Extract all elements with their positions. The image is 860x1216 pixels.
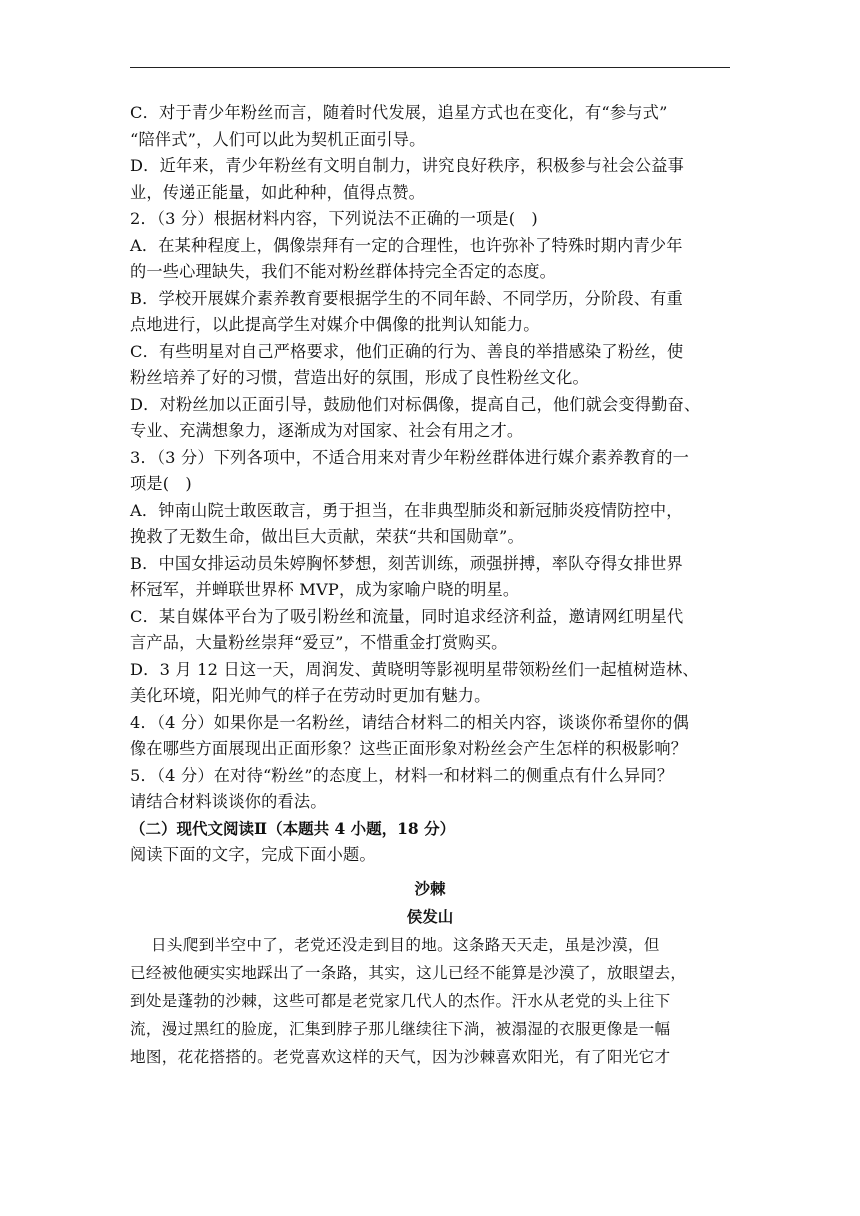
question-block bbox=[130, 100, 730, 816]
story-line: 日头爬到半空中了，老党还没走到目的地。这条路天天走，虽是沙漠，但 bbox=[130, 935, 660, 954]
text-line: 4．（4 分）如果你是一名粉丝，请结合材料二的相关内容，谈谈你希望你的偶 bbox=[130, 712, 690, 732]
text-line: 点地进行，以此提高学生对媒介中偶像的批判认知能力。 bbox=[130, 315, 540, 334]
text-line: 美化环境，阳光帅气的样子在劳动时更加有魅力。 bbox=[130, 686, 491, 705]
text-line: B．中国女排运动员朱婷胸怀梦想，刻苦训练，顽强拼搏，率队夺得女排世界 bbox=[130, 553, 683, 573]
text-line: A．在某种程度上，偶像崇拜有一定的合理性，也许弥补了特殊时期内青少年 bbox=[130, 235, 683, 255]
story-author: 侯发山 bbox=[406, 906, 454, 926]
text-line: B．学校开展媒介素养教育要根据学生的不同年龄、不同学历，分阶段、有重 bbox=[130, 288, 683, 308]
text-line: “陪伴式”，人们可以此为契机正面引导。 bbox=[130, 129, 426, 149]
text-line: 专业、充满想象力，逐渐成为对国家、社会有用之才。 bbox=[130, 421, 524, 440]
text-line: D．近年来，青少年粉丝有文明自制力，讲究良好秩序，积极参与社会公益事 bbox=[130, 156, 684, 175]
text-line: 3．（3 分）下列各项中，不适合用来对青少年粉丝群体进行媒介素养教育的一 bbox=[130, 447, 690, 467]
text-line: C．有些明星对自己严格要求，他们正确的行为、善良的举措感染了粉丝，使 bbox=[130, 341, 684, 361]
text-line: C．对于青少年粉丝而言，随着时代发展，追星方式也在变化，有“参与式” bbox=[130, 103, 668, 122]
story-line: 流，漫过黑红的脸庞，汇集到脖子那儿继续往下淌，被溻湿的衣服更像是一幅 bbox=[130, 1020, 671, 1039]
story-title: 沙棘 bbox=[414, 878, 446, 898]
text-line: 粉丝培养了好的习惯，营造出好的氛围，形成了良性粉丝文化。 bbox=[130, 368, 589, 387]
text-line: 2．（3 分）根据材料内容，下列说法不正确的一项是( ) bbox=[130, 209, 538, 228]
text-line: 像在哪些方面展现出正面形象？这些正面形象对粉丝会产生怎样的积极影响？ bbox=[130, 739, 688, 758]
story-line: 已经被他硬实实地踩出了一条路，其实，这儿已经不能算是沙漠了，放眼望去， bbox=[130, 963, 687, 982]
text-line: 请结合材料谈谈你的看法。 bbox=[130, 792, 327, 811]
text-line: C．某自媒体平台为了吸引粉丝和流量，同时追求经济利益，邀请网红明星代 bbox=[130, 606, 684, 626]
text-line: D．3 月 12 日这一天，周润发、黄晓明等影视明星带领粉丝们一起植树造林、 bbox=[130, 659, 699, 679]
text-line: 挽救了无数生命，做出巨大贡献，荣获“共和国勋章”。 bbox=[130, 527, 524, 546]
document-page bbox=[130, 100, 730, 1072]
text-line: 言产品，大量粉丝崇拜“爱豆”，不惜重金打赏购买。 bbox=[130, 633, 508, 652]
text-line: A．钟南山院士敢医敢言，勇于担当，在非典型肺炎和新冠肺炎疫情防控中， bbox=[130, 500, 683, 520]
text-line: 杯冠军，并蝉联世界杯 MVP，成为家喻户晓的明星。 bbox=[130, 580, 520, 599]
story-line: 到处是蓬勃的沙棘，这些可都是老党家几代人的杰作。汗水从老党的头上往下 bbox=[130, 991, 671, 1010]
text-line: D．对粉丝加以正面引导，鼓励他们对标偶像，提高自己，他们就会变得勤奋、 bbox=[130, 394, 701, 414]
text-line: 的一些心理缺失，我们不能对粉丝群体持完全否定的态度。 bbox=[130, 262, 557, 281]
text-line: 业，传递正能量，如此种种，值得点赞。 bbox=[130, 182, 425, 202]
header-rule bbox=[130, 67, 730, 68]
section-heading: （二）现代文阅读Ⅱ（本题共 4 小题，18 分） bbox=[130, 818, 456, 838]
story-body bbox=[130, 931, 730, 1072]
reading-instruction: 阅读下面的文字，完成下面小题。 bbox=[130, 845, 376, 864]
text-line: 项是( ) bbox=[130, 474, 192, 493]
text-line: 5．（4 分）在对待“粉丝”的态度上，材料一和材料二的侧重点有什么异同？ bbox=[130, 765, 674, 785]
story-line: 地图，花花搭搭的。老党喜欢这样的天气，因为沙棘喜欢阳光，有了阳光它才 bbox=[130, 1048, 671, 1067]
